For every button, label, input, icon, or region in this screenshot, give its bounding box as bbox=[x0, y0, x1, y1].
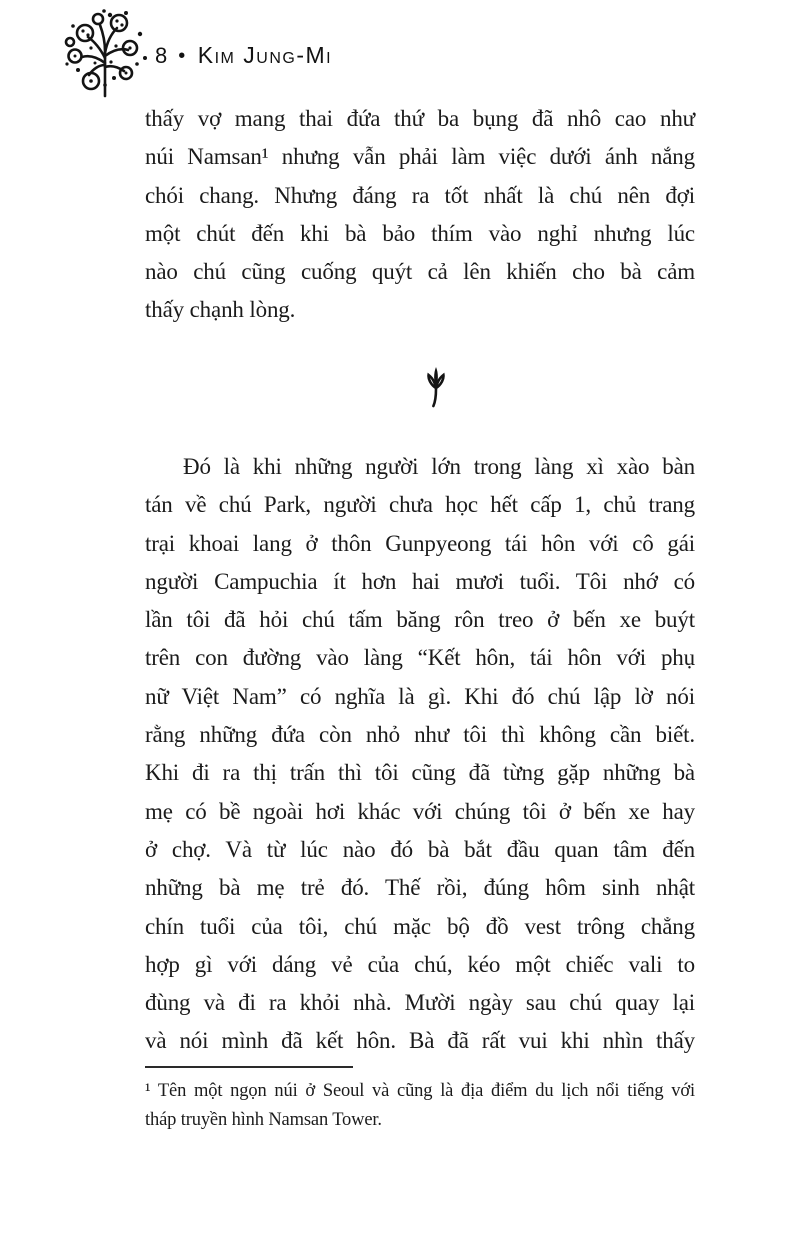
text-line: chín tuổi của tôi, chú mặc bộ đồ vest trông chẳng bbox=[145, 913, 695, 939]
body-paragraph-2 bbox=[145, 448, 695, 1061]
page-header bbox=[155, 42, 332, 69]
text-line: đùng và đi ra khỏi nhà. Mười ngày sau chú quay lại bbox=[145, 990, 695, 1016]
bullet-separator: • bbox=[178, 44, 187, 67]
text-line: lần tôi đã hỏi chú tấm băng rôn treo ở bến xe buýt bbox=[145, 607, 695, 633]
text-line: người Campuchia ít hơn hai mươi tuổi. Tôi nhớ có bbox=[145, 568, 695, 594]
text-line: thấy vợ mang thai đứa thứ ba bụng đã nhô cao như bbox=[145, 106, 695, 131]
footnote-line: ¹ Tên một ngọn núi ở Seoul và cũng là địa điểm du lịch nổi tiếng với bbox=[145, 1081, 695, 1101]
text-line: những bà mẹ trẻ đó. Thế rồi, đúng hôm sinh nhật bbox=[145, 875, 695, 901]
text-line: trại khoai lang ở thôn Gunpyeong tái hôn với cô gái bbox=[145, 530, 695, 556]
body-paragraph-1 bbox=[145, 100, 695, 330]
footnote-rule bbox=[145, 1066, 353, 1068]
text-line: và nói mình đã kết hôn. Bà đã rất vui khi nhìn thấy bbox=[145, 1028, 695, 1054]
text-line: ở chợ. Và từ lúc nào đó bà bắt đầu quan tâm đến bbox=[145, 836, 695, 862]
text-line: nào chú cũng cuống quýt cả lên khiến cho bà cảm bbox=[145, 259, 695, 285]
text-line: một chút đến khi bà bảo thím vào nghỉ nhưng lúc bbox=[145, 220, 695, 246]
text-line: chói chang. Nhưng đáng ra tốt nhất là chú nên đợi bbox=[145, 182, 695, 208]
text-line: tán về chú Park, người chưa học hết cấp 1, chủ trang bbox=[145, 492, 695, 518]
text-line: Đó là khi những người lớn trong làng xì xào bàn bbox=[183, 454, 695, 479]
footnote-line: tháp truyền hình Namsan Tower. bbox=[145, 1110, 382, 1130]
text-line: hợp gì với dáng vẻ của chú, kéo một chiếc vali to bbox=[145, 951, 695, 977]
text-line: rằng những đứa còn nhỏ như tôi thì không cần biết. bbox=[145, 722, 695, 748]
tree-doodle-icon bbox=[60, 6, 150, 98]
text-line: thấy chạnh lòng. bbox=[145, 297, 296, 323]
page-number: 8 bbox=[155, 42, 168, 68]
author-name: Kim Jung-Mi bbox=[197, 42, 333, 68]
footnote bbox=[145, 1066, 695, 1135]
text-line: mẹ có bề ngoài hơi khác với chúng tôi ở bến xe hay bbox=[145, 798, 695, 824]
text-line: Khi đi ra thị trấn thì tôi cũng đã từng gặp những bà bbox=[145, 760, 695, 786]
text-line: nữ Việt Nam” có nghĩa là gì. Khi đó chú lập lờ nói bbox=[145, 683, 695, 709]
text-line: núi Namsan¹ nhưng vẫn phải làm việc dưới ánh nắng bbox=[145, 144, 695, 170]
sprout-leaf-icon bbox=[423, 366, 449, 408]
text-line: trên con đường vào làng “Kết hôn, tái hôn với phụ bbox=[145, 645, 695, 671]
